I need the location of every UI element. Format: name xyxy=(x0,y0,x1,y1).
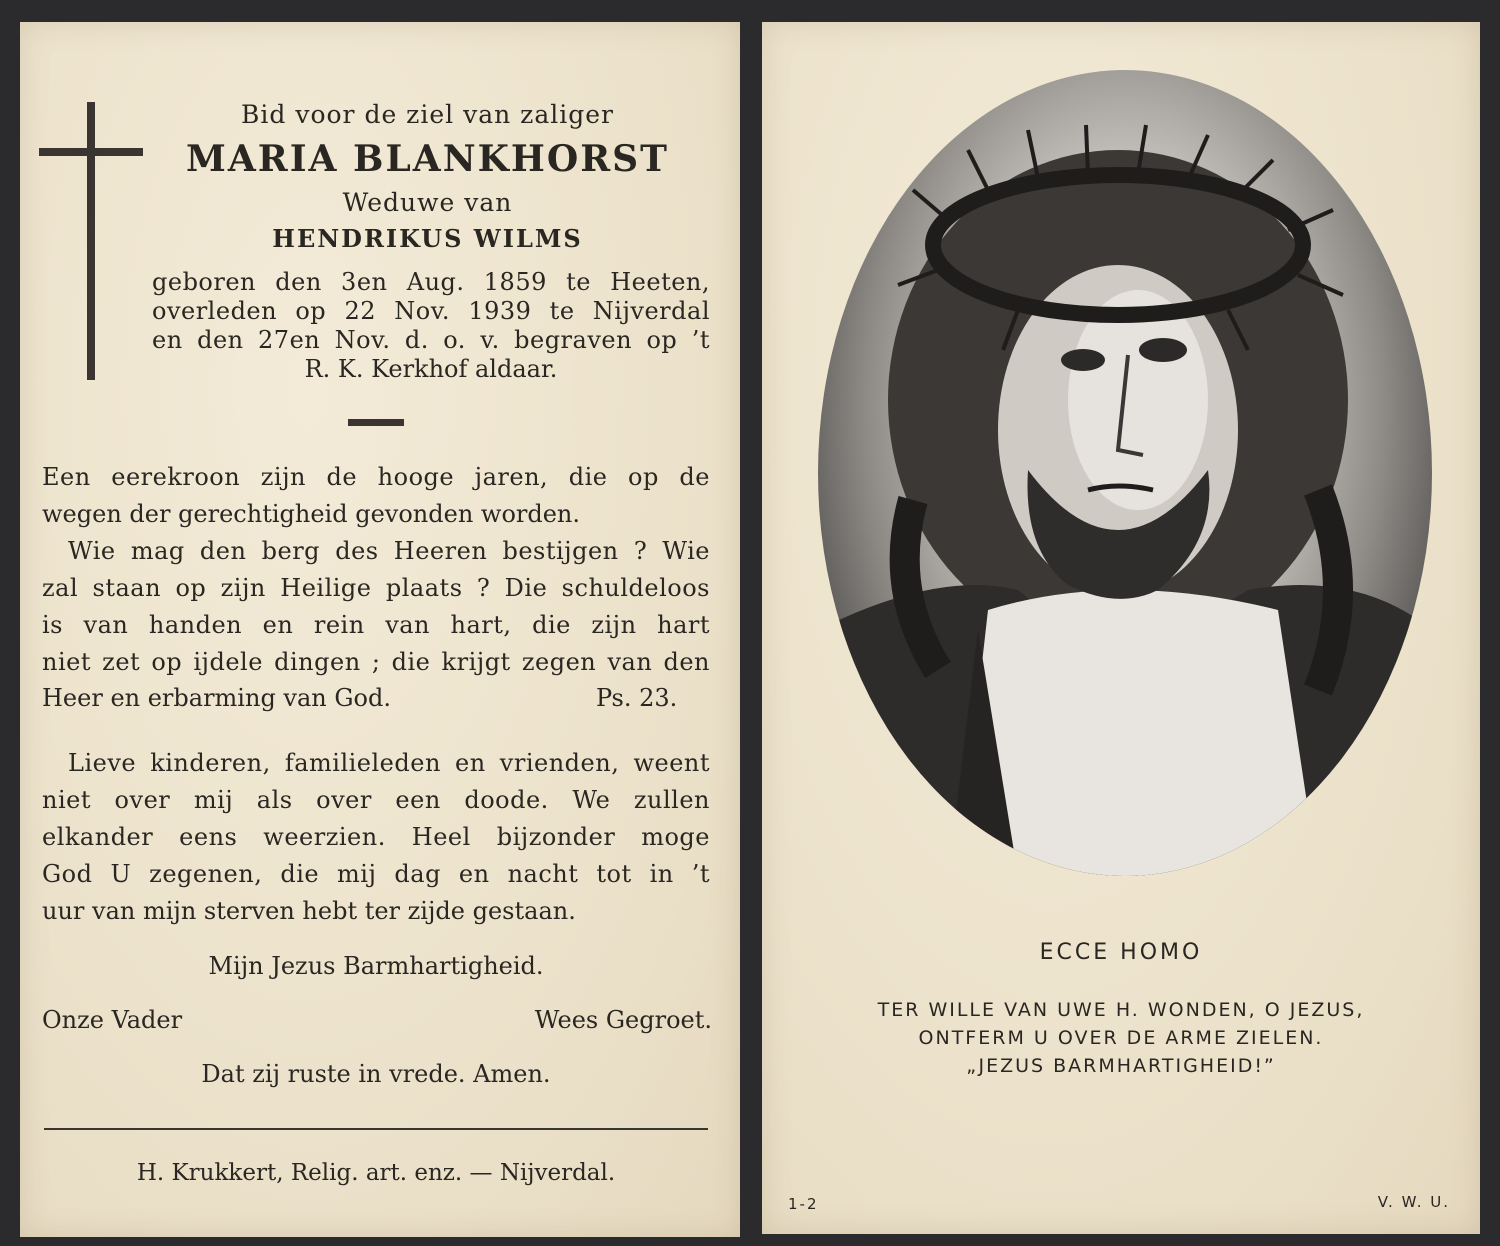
verse-line: Een eerekroon zijn de hooge jaren, die op de xyxy=(42,463,710,491)
widow-of-line: Weduwe van xyxy=(342,188,513,217)
farewell-line: elkander eens weerzien. Heel bijzonder moge xyxy=(42,823,710,851)
verse-line: Wie mag den berg des Heeren bestijgen ? Wie xyxy=(68,537,710,565)
verse-line: niet zet op ijdele dingen ; die krijgt zegen van den xyxy=(42,648,710,676)
verse-reference: Ps. 23. xyxy=(596,684,678,712)
bio-line-death: overleden op 22 Nov. 1939 te Nijverdal xyxy=(152,297,710,325)
verse-line: is van handen en rein van hart, die zijn hart xyxy=(42,611,710,639)
divider-dash xyxy=(348,419,404,426)
prayer-line: „JEZUS BARMHARTIGHEID!” xyxy=(966,1055,1276,1077)
verse-line: wegen der gerechtigheid gevonden worden. xyxy=(42,500,581,528)
verse-line: Heer en erbarming van God. xyxy=(42,684,391,712)
prayer-line: TER WILLE VAN UWE H. WONDEN, O JEZUS, xyxy=(877,999,1365,1021)
farewell-line: uur van mijn sterven hebt ter zijde gestaan. xyxy=(42,897,576,925)
intro-line: Bid voor de ziel van zaliger xyxy=(241,100,614,129)
cross-icon xyxy=(87,102,95,380)
prayer-line: ONTFERM U OVER DE ARME ZIELEN. xyxy=(918,1027,1324,1049)
portrait-illustration xyxy=(818,70,1432,876)
bio-line-burial: en den 27en Nov. d. o. v. begraven op ’t xyxy=(152,326,710,354)
farewell-line: Lieve kinderen, familieleden en vrienden, weent xyxy=(68,749,710,777)
footer-rule xyxy=(44,1128,708,1130)
farewell-line: niet over mij als over een doode. We zullen xyxy=(42,786,710,814)
closing-line: Dat zij ruste in vrede. Amen. xyxy=(201,1060,551,1088)
ecce-homo-portrait xyxy=(818,70,1432,876)
bio-line-cemetery: R. K. Kerkhof aldaar. xyxy=(304,355,558,383)
eye-left xyxy=(1061,349,1105,371)
print-code-right: V. W. U. xyxy=(1377,1193,1450,1211)
printer-imprint: H. Krukkert, Relig. art. enz. — Nijverdal. xyxy=(136,1160,616,1186)
memorial-card-image-side xyxy=(762,22,1480,1234)
husband-name: HENDRIKUS WILMS xyxy=(272,224,583,253)
prayer-onze-vader: Onze Vader xyxy=(42,1006,183,1034)
bio-line-birth: geboren den 3en Aug. 1859 te Heeten, xyxy=(152,268,710,296)
print-code-left: 1-2 xyxy=(788,1195,819,1213)
invocation: Mijn Jezus Barmhartigheid. xyxy=(208,952,544,980)
image-caption: ECCE HOMO xyxy=(1039,940,1203,965)
memorial-card-text-side xyxy=(20,22,740,1237)
farewell-line: God U zegenen, die mij dag en nacht tot in ’t xyxy=(42,860,710,888)
chest-shape xyxy=(958,590,1318,876)
prayer-wees-gegroet: Wees Gegroet. xyxy=(534,1006,712,1034)
eye-right xyxy=(1139,338,1187,362)
deceased-name: MARIA BLANKHORST xyxy=(186,138,669,180)
verse-line: zal staan op zijn Heilige plaats ? Die schuldeloos xyxy=(42,574,710,602)
